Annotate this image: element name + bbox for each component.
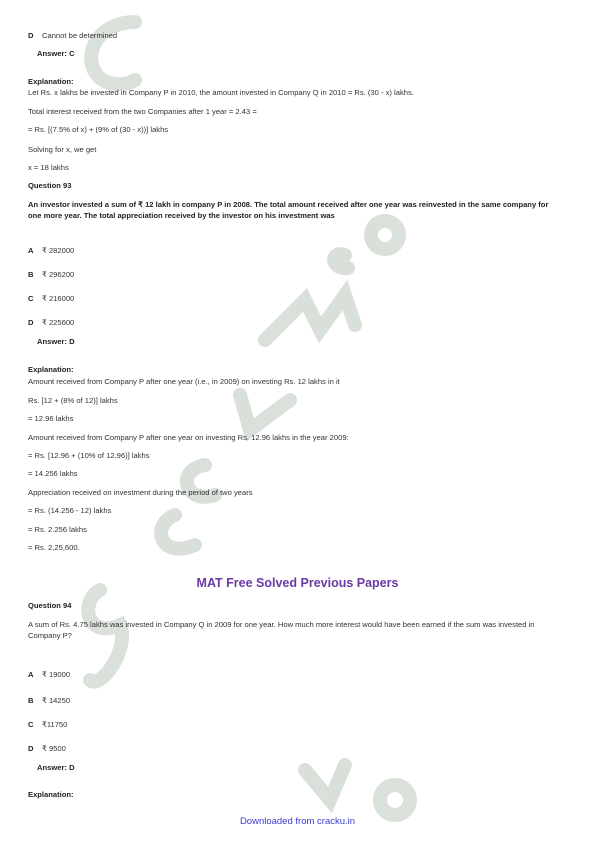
option-text: ₹11750 [42,720,68,729]
option-d-row [28,31,117,41]
option-text: ₹ 216000 [42,294,75,303]
explanation-line: Appreciation received on investment during the period of two years [28,488,253,497]
option-letter: C [28,720,34,729]
explanation-line: x = 18 lakhs [28,163,69,172]
option-text: ₹ 14250 [42,696,71,705]
option-letter: D [28,744,34,753]
explanation-line: Amount received from Company P after one year (i.e., in 2009) on investing Rs. 12 lakhs in it [28,377,340,386]
option-row [28,246,74,256]
explanation-title: Explanation: [28,77,74,86]
explanation-line: = 12.96 lakhs [28,414,74,423]
explanation-title: Explanation: [28,790,74,799]
option-row [28,744,66,754]
option-row [28,270,74,280]
option-text: ₹ 282000 [42,246,75,255]
question-text: A sum of Rs. 4.75 lakhs was invested in Company Q in 2009 for one year. How much more interest would have been earned if the sum was invested in Company P? [28,620,535,640]
explanation-line: = Rs. [12.96 + (10% of 12.96)] lakhs [28,451,150,460]
option-letter: A [28,670,34,679]
explanation-line: = Rs. 2.256 lakhs [28,525,87,534]
option-letter: B [28,270,34,279]
option-letter: B [28,696,34,705]
explanation-line: Amount received from Company P after one year on investing Rs. 12.96 lakhs in the year 2009: [28,433,349,442]
footer-link[interactable]: Downloaded from cracku.in [239,816,356,827]
option-row [28,294,74,304]
option-text: ₹ 296200 [42,270,75,279]
question-text: An investor invested a sum of ₹ 12 lakh in company P in 2008. The total amount received after one year was reinvested in the same company for one more year. The total appreciation received by the investor on his investment was [28,200,549,220]
option-letter: C [28,294,34,303]
answer-label: Answer: D [37,337,75,346]
option-letter: A [28,246,34,255]
option-letter: D [28,31,34,40]
option-text: Cannot be determined [42,31,118,40]
explanation-line: Solving for x, we get [28,145,97,154]
option-row [28,670,70,680]
question-title: Question 94 [28,601,72,610]
option-text: ₹ 9500 [42,744,66,753]
explanation-line: = Rs. (14.256 - 12) lakhs [28,506,112,515]
option-text: ₹ 19000 [42,670,71,679]
explanation-line: = Rs. 2,25,600. [28,543,80,552]
explanation-line: Let Rs. x lakhs be invested in Company P in 2010, the amount invested in Company Q in 2010 = Rs. (30 - x) lakhs. [28,88,414,97]
promo-banner[interactable]: MAT Free Solved Previous Papers [196,576,399,590]
option-row [28,318,74,328]
explanation-line: Total interest received from the two Companies after 1 year = 2.43 = [28,107,257,116]
option-row [28,720,67,730]
explanation-line: = 14.256 lakhs [28,469,78,478]
answer-label: Answer: D [37,763,75,772]
answer-label: Answer: C [37,49,75,58]
option-letter: D [28,318,34,327]
explanation-line: Rs. [12 + (8% of 12)] lakhs [28,396,118,405]
explanation-line: = Rs. [(7.5% of x) + (9% of (30 - x))] lakhs [28,125,169,134]
question-title: Question 93 [28,181,72,190]
option-text: ₹ 225600 [42,318,75,327]
explanation-title: Explanation: [28,365,74,374]
option-row [28,696,70,706]
